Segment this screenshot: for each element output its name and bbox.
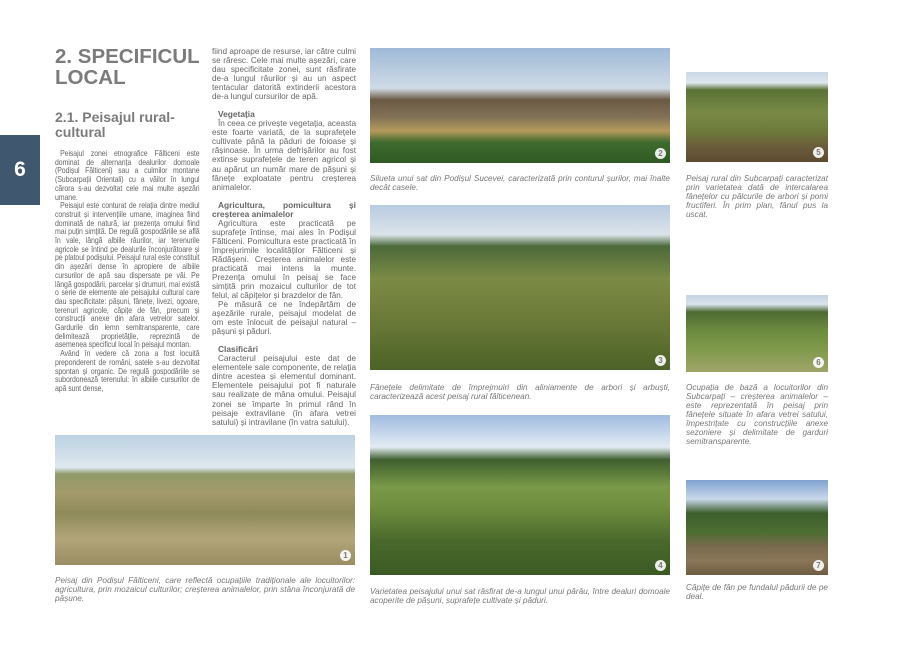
photo-number: 1 — [340, 550, 351, 561]
paragraph: Caracterul peisajului este dat de elementele sale componente, de relația dintre acestea și elementul dominant. Elementele peisajului pot fi naturale sau realizate de mâna omului. Peisajul zonei se împarte în primul rând în peisaje extravilane (în afara vetrei satului) și intravilane (în vatra satului). — [212, 354, 356, 427]
photo-caption: Varietatea peisajului unui sat răsfirat de-a lungul unui pârâu, între dealuri domoale acoperite de pășuni, suprafețe cultivate și păduri. — [370, 587, 670, 605]
photo-number: 4 — [655, 560, 666, 571]
photo-caption: Peisaj rural din Subcarpați caracterizat prin varietatea dată de intercalarea fânețelor cu pâlcurile de arbori și pomi fructiferi. În prim plan, fânul pus la uscat. — [686, 174, 828, 219]
photo-number: 2 — [655, 148, 666, 159]
photo-caption: Fânețele delimitate de împrejmuiri din aliniamente de arbori și arbuști, caracterizează acest peisaj rural fălticenean. — [370, 383, 670, 401]
paragraph: Agricultura este practicată pe suprafețe întinse, mai ales în Podișul Fălticeni. Pomicultura este practicată în împrejurimile localităților Fălticeni și Rădășeni. Creșterea animalelor este practicată mai intens la munte. Prezența omului în peisaj se face simțită prin mozaicul culturilor de tot felul, al căpițelor și brazdelor de fân. — [212, 218, 356, 301]
photo-number: 3 — [655, 355, 666, 366]
subheading-agricultura: Agricultura, pomicultura și creșterea animalelor — [212, 199, 356, 219]
section-title: 2.1. Peisajul rural-cultural — [55, 109, 175, 140]
photo-1 — [55, 435, 355, 565]
text-column-1 — [55, 150, 200, 394]
photo-number: 7 — [813, 560, 824, 571]
text-column-2 — [212, 47, 356, 427]
photo-7 — [686, 480, 828, 575]
photo-6 — [686, 295, 828, 372]
paragraph: Având în vedere că zona a fost locuită preponderent de români, satele s-au dezvoltat spontan și organic. De regulă gospodăriile se subordonează terenului: în albiile cursurilor de apă sunt dense, — [55, 349, 200, 393]
photo-caption: Silueta unui sat din Podișul Sucevei, caracterizată prin conturul șurilor, mai înalte decât casele. — [370, 174, 670, 192]
photo-caption: Ocupația de bază a locuitorilor din Subcarpați – creșterea animalelor – este reprezentată în peisaj prin fânețele situate în afara vetrei satului, împestrițate cu construcțiile anexe sezoniere și delimitate de garduri semitransparente. — [686, 383, 828, 446]
page-number-tab — [0, 135, 40, 205]
photo-4 — [370, 415, 670, 575]
subheading-clasificari: Clasificări — [218, 344, 259, 355]
paragraph: Peisajul zonei etnografice Fălticeni este dominat de alternanța dealurilor domoale (Podișul Fălticeni) sau a culmilor montane (Subcarpații Orientali) cu a văilor în lungul cărora s-au dezvoltat cele mai multe așezări umane. — [55, 149, 200, 202]
photo-5 — [686, 72, 828, 162]
paragraph: Pe măsură ce ne îndepărtăm de așezările rurale, peisajul modelat de om este înlocuit de peisajul natural – pășuni și păduri. — [212, 300, 356, 337]
chapter-title: 2. SPECIFICUL LOCAL — [55, 45, 200, 89]
photo-caption: Peisaj din Podișul Fălticeni, care reflectă ocupațiile tradiționale ale locuitorilor: agricultura, prin mozaicul culturilor; creșterea animalelor, prin stâna înconjurată de pășune. — [55, 576, 355, 603]
photo-2 — [370, 48, 670, 163]
paragraph: fiind aproape de resurse, iar către culmi se răresc. Cele mai multe așezări, care dau specificitate zonei, sunt răsfirate de-a lungul râurilor și au un aspect tentacular datorită extinderii acestora de-a lungul cursurilor de apă. — [212, 47, 356, 102]
photo-3 — [370, 205, 670, 370]
photo-number: 6 — [813, 357, 824, 368]
paragraph: Peisajul este conturat de relația dintre mediul construit și intervențiile umane, imaginea fiind dominată de natură, iar prezența omului fiind mai puțin simțită. De regulă gospodăriile se află în vale, lângă albiile râurilor, iar terenurile agricole se întind pe dealurile înconjurătoare și pe platoul podișului. Peisajul rural este constituit din așezări dense în apropiere de albiile cursurilor de apă sau dispersate pe văi. Pe lângă gospodării, parcelar și drumuri, mai există o serie de elemente ale peisajului cultural care dau specificitate: pășuni, fânețe, livezi, ogoare, terenuri agricole, căpițe de fân, precum și construcții anexe din afara vetrelor satelor. Gardurile din lemn semitransparente, care delimitează proprietățile, reprezintă de asemenea specificul local în peisajul montan. — [55, 201, 200, 350]
photo-number: 5 — [813, 147, 824, 158]
photo-caption: Căpițe de fân pe fundalul pădurii de pe deal. — [686, 583, 828, 601]
subheading-vegetatie: Vegetația — [218, 109, 255, 120]
paragraph: În ceea ce privește vegetația, aceasta este foarte variată, de la suprafețele cultivate până la păduri de foioase și rășinoase. În urma defrișărilor au fost extinse suprafețele de teren agricol și au apărut un număr mare de pășuni și fânețe exploatate pentru creșterea animalelor. — [212, 119, 356, 192]
page-number: 6 — [14, 158, 26, 181]
